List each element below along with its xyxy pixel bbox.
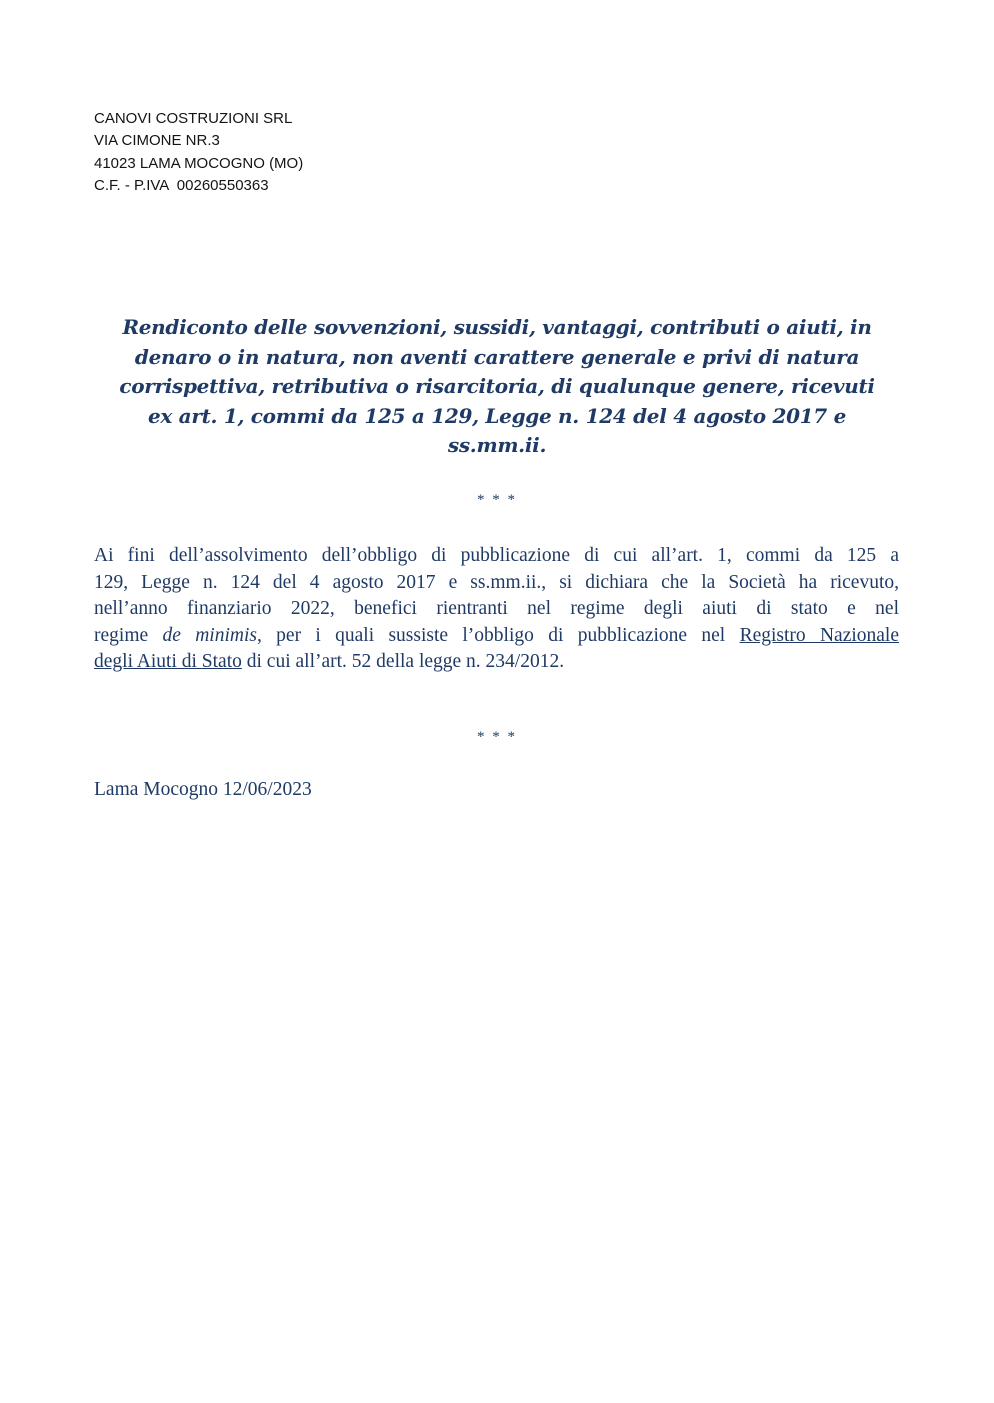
- paragraph-line: 129, Legge n. 124 del 4 agosto 2017 e ss.mm.ii., si dichiara che la Società ha ricevuto,: [94, 571, 899, 593]
- paragraph-line: Ai fini dell’assolvimento dell’obbligo di pubblicazione di cui all’art. 1, commi da 125 a: [94, 545, 899, 566]
- title-line: denaro o in natura, non aventi carattere generale e privi di natura: [134, 344, 860, 369]
- declaration-paragraph: [94, 543, 899, 676]
- law-reference: di cui all’art. 52 della legge n. 234/2012.: [241, 651, 565, 673]
- sender-address: VIA CIMONE NR.3: [94, 132, 220, 150]
- sender-block: [94, 108, 303, 197]
- paragraph-line: [94, 649, 899, 676]
- de-minimis-term: de minimis: [162, 624, 257, 646]
- paragraph-line: nell’anno finanziario 2022, benefici rientranti nel regime degli aiuti di stato e nel: [94, 598, 899, 620]
- registro-nazionale-link[interactable]: Registro Nazionale: [739, 624, 900, 646]
- paragraph-line: [94, 623, 899, 650]
- aiuti-di-stato-link[interactable]: degli Aiuti di Stato: [94, 651, 242, 673]
- place-and-date: Lama Mocogno 12/06/2023: [94, 779, 312, 800]
- separator-bottom: * * *: [477, 729, 517, 745]
- sender-company: CANOVI COSTRUZIONI SRL: [94, 110, 293, 127]
- title-line: ex art. 1, commi da 125 a 129, Legge n. 124 del 4 agosto 2017 e: [147, 403, 847, 428]
- regime-label: regime: [94, 624, 163, 646]
- title-line: corrispettiva, retributiva o risarcitoria, di qualunque genere, ricevuti: [119, 374, 875, 399]
- obligation-text: , per i quali sussiste l’obbligo di pubblicazione nel: [256, 624, 740, 646]
- document-title: [100, 313, 894, 461]
- title-line: Rendiconto delle sovvenzioni, sussidi, vantaggi, contributi o aiuti, in: [122, 315, 872, 339]
- separator-top: * * *: [477, 492, 517, 508]
- sender-tax-id: C.F. - P.IVA 00260550363: [94, 176, 269, 194]
- sender-city: 41023 LAMA MOCOGNO (MO): [94, 154, 304, 172]
- title-line: ss.mm.ii.: [447, 433, 547, 458]
